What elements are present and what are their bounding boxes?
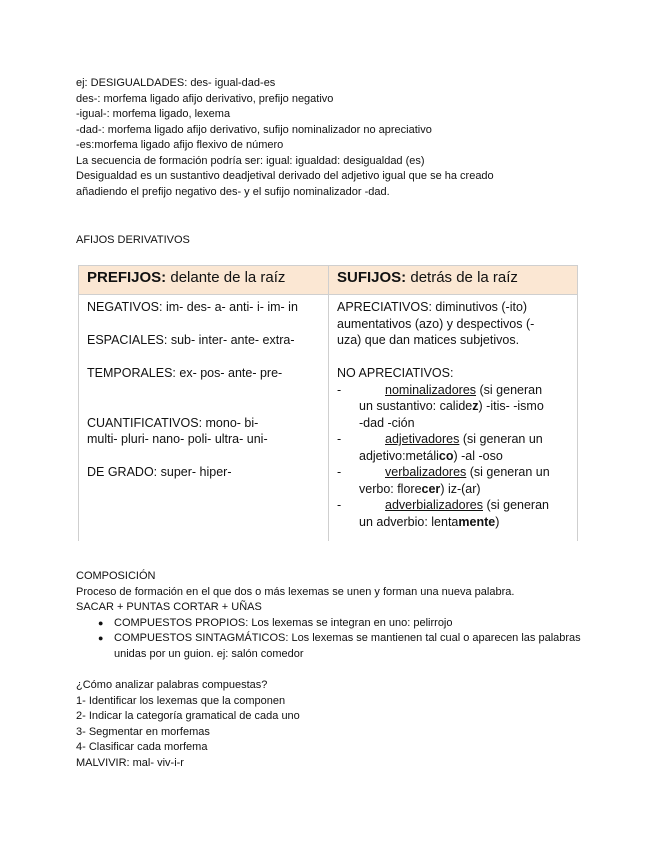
intro-line: des-: morfema ligado afijo derivativo, prefijo negativo [76, 92, 334, 105]
sufijo-nominalizadores: - nominalizadores (si generan un sustantivo: calidez) -itis- -ismo -dad -ción [337, 382, 544, 430]
sufijos-header [329, 266, 578, 295]
term-verbalizadores: verbalizadores [385, 465, 467, 479]
sufijos-apreciativos-cont: aumentativos (azo) y despectivos (- [337, 316, 535, 331]
afijos-title: AFIJOS DERIVATIVOS [76, 234, 190, 246]
analisis-step: 3- Segmentar en morfemas [76, 725, 210, 738]
dash-marker: - [337, 382, 342, 397]
list-item: ● COMPUESTOS SINTAGMÁTICOS: Los lexemas se mantienen tal cual o aparecen las palabras unidas por un guion. ej: salón comedor [98, 632, 581, 660]
dash-marker: - [337, 498, 342, 512]
intro-paragraph [76, 76, 494, 200]
sufijos-apreciativos: APRECIATIVOS: diminutivos (-ito) [337, 300, 528, 314]
bullet-icon: ● [98, 633, 104, 643]
composicion-example: SACAR + PUNTAS CORTAR + UÑAS [76, 601, 262, 613]
analisis-example: MALVIVIR: mal- viv-i-r [76, 756, 184, 769]
sufijo-adverbializadores: - adverbializadores (si generan un adverbio: lentamente) [337, 498, 549, 529]
sufijos-header-rest: detrás de la raíz [406, 269, 518, 286]
intro-line: -es:morfema ligado afijo flexivo de número [76, 139, 284, 151]
dash-marker: - [337, 432, 342, 446]
composicion-title: COMPOSICIÓN [76, 570, 156, 582]
analisis-step: 1- Identificar los lexemas que la componen [76, 694, 286, 707]
analisis-section [76, 678, 300, 771]
list-item: ● COMPUESTOS PROPIOS: Los lexemas se integran en uno: pelirrojo [76, 616, 594, 632]
prefijos-cell [79, 295, 329, 542]
table-body-row [79, 295, 578, 542]
compuestos-list [76, 616, 594, 663]
analisis-step: 2- Indicar la categoría gramatical de cada uno [76, 710, 300, 722]
sufijo-adjetivadores: - adjetivadores (si generan un adjetivo:metálico) -al -oso [337, 432, 543, 463]
prefijos-cuantificativos: CUANTIFICATIVOS: mono- bi- [87, 415, 259, 430]
intro-line: -dad-: morfema ligado afijo derivativo, sufijo nominalizador no apreciativo [76, 123, 432, 136]
sufijo-verbalizadores: - verbalizadores (si generan un verbo: florecer) iz-(ar) [337, 465, 550, 496]
sufijos-apreciativos-cont: uza) que dan matices subjetivos. [337, 333, 520, 347]
intro-line: -igual-: morfema ligado, lexema [76, 108, 231, 120]
analisis-step: 4- Clasificar cada morfema [76, 741, 208, 753]
dash-marker: - [337, 465, 342, 479]
composicion-definition: Proceso de formación en el que dos o más lexemas se unen y forman una nueva palabra. [76, 585, 515, 598]
intro-line: La secuencia de formación podría ser: igual: igualdad: desigualdad (es) [76, 154, 425, 167]
prefijos-header-bold: PREFIJOS: [87, 269, 167, 286]
composicion-section [76, 569, 594, 662]
intro-line: Desigualdad es un sustantivo deadjetival derivado del adjetivo igual que se ha creado [76, 170, 494, 182]
term-adverbializadores: adverbializadores [385, 498, 483, 512]
prefijos-temporales: TEMPORALES: ex- pos- ante- pre- [87, 366, 283, 380]
intro-line: añadiendo el prefijo negativo des- y el sufijo nominalizador -dad. [76, 185, 390, 198]
prefijos-header-rest: delante de la raíz [166, 269, 286, 286]
prefijos-cuantificativos-cont: multi- pluri- nano- poli- ultra- uni- [87, 432, 268, 446]
table-header-row [79, 266, 578, 295]
intro-line: ej: DESIGUALDADES: des- igual-dad-es [76, 77, 276, 89]
bullet-icon: ● [98, 617, 104, 628]
prefijos-de-grado: DE GRADO: super- hiper- [87, 465, 232, 479]
prefijos-espaciales: ESPACIALES: sub- inter- ante- extra- [87, 333, 295, 347]
analisis-question: ¿Cómo analizar palabras compuestas? [76, 679, 268, 691]
term-nominalizadores: nominalizadores [385, 382, 477, 397]
sufijos-no-apreciativos: NO APRECIATIVOS: [337, 366, 454, 380]
afijos-table [78, 265, 578, 541]
prefijos-negativos: NEGATIVOS: im- des- a- anti- i- im- in [87, 300, 298, 314]
prefijos-header [79, 266, 329, 295]
term-adjetivadores: adjetivadores [385, 432, 460, 446]
sufijos-header-bold: SUFIJOS: [337, 269, 407, 286]
sufijos-cell [329, 295, 578, 542]
